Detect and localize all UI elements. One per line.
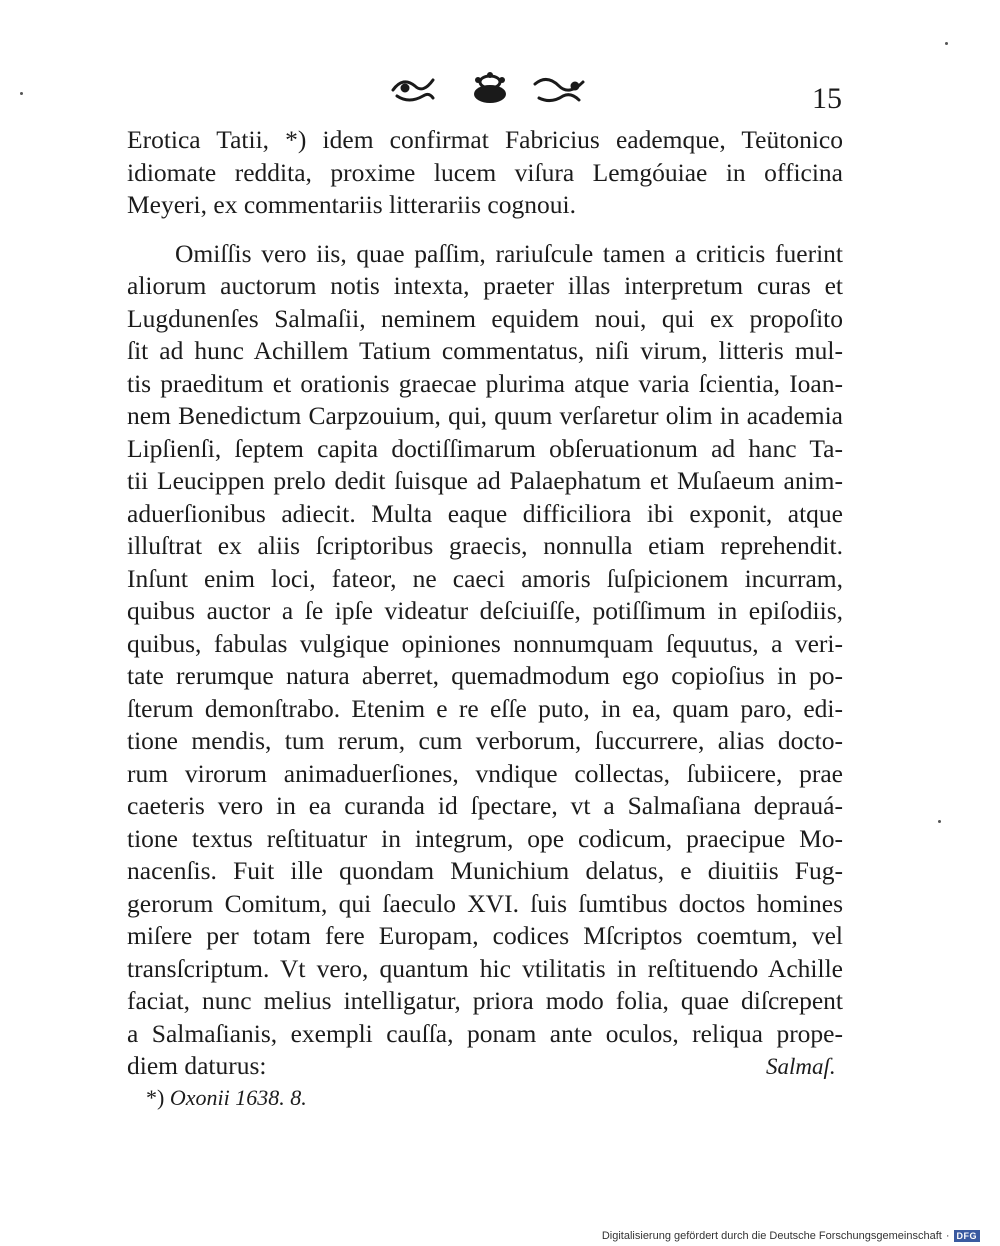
paper-speck [945, 42, 948, 45]
text-line: gerorum Comitum, qui ſaeculo XVI. ſuis ſumtibus doctos homines [127, 888, 843, 918]
text-line: miſere per totam fere Europam, codices Mſcriptos coemtum, vel [127, 921, 843, 950]
text-line: Omiſſis vero iis, quae paſſim, rariuſcule tamen a criticis fuerint [175, 238, 843, 268]
text-line: rum virorum animaduerſiones, vndique collectas, ſubiicere, prae [127, 758, 843, 788]
digitization-credit: Digitalisierung gefördert durch die Deutsche Forschungsgemeinschaft · DFG [602, 1230, 980, 1242]
catchword: Salmaſ. [766, 1054, 836, 1079]
text-line: aliorum auctorum notis intexta, praeter illas interpretum curas et [127, 271, 843, 300]
ornament-headpiece [385, 70, 595, 110]
body-text [127, 124, 843, 1083]
text-line: quibus, fabulas vulgique opiniones nonnumquam ſequutus, a veri- [127, 628, 843, 658]
text-line: Inſunt enim loci, fateor, ne caeci amoris ſuſpicionem incurram, [127, 563, 843, 593]
text-line: tii Leucippen prelo dedit ſuisque ad Palaephatum et Muſaeum anim- [127, 466, 843, 495]
text-line: Lugdunenſes Salmaſii, neminem equidem noui, qui ex propoſito [127, 303, 843, 333]
credit-text: Digitalisierung gefördert durch die Deutsche Forschungsgemeinschaft [601, 1230, 942, 1242]
paper-speck [20, 92, 23, 95]
text-line: Meyeri, ex commentariis litterariis cognoui. [127, 190, 576, 219]
text-line: caeteris vero in ea curanda id ſpectare, vt a Salmaſiana deprauá- [127, 791, 843, 820]
text-line: idiomate reddita, proxime lucem viſura Lemgóuiae in officina [127, 157, 843, 187]
text-line: tione textus reſtituatur in integrum, ope codicum, praecipue Mo- [127, 823, 843, 853]
footnote-marker: *) [146, 1085, 165, 1110]
page-number: 15 [812, 82, 842, 115]
text-line: ſit ad hunc Achillem Tatium commentatus, niſi virum, litteris mul- [127, 336, 843, 365]
dfg-logo: DFG [954, 1230, 981, 1242]
text-line: transſcriptum. Vt vero, quantum hic vtilitatis in reſtituendo Achille [127, 953, 843, 983]
paper-speck [938, 820, 941, 823]
footnote [146, 1085, 307, 1111]
text-line: ſterum demonſtrabo. Etenim e re eſſe puto, in ea, quam paro, edi- [127, 693, 843, 723]
text-line: Erotica Tatii, *) idem confirmat Fabricius eademque, Teütonico [127, 125, 843, 154]
text-line: tione mendis, tum rerum, cum verborum, ſuccurrere, alias docto- [127, 726, 843, 755]
text-line: aduerſionibus adiecit. Multa eaque difficiliora ibi exponit, atque [127, 498, 843, 528]
footnote-text: Oxonii 1638. 8. [169, 1085, 307, 1110]
text-line: tis praeditum et orationis graecae plurima atque varia ſcientia, Ioan- [127, 368, 843, 398]
text-line: a Salmaſianis, exempli cauſſa, ponam ante oculos, reliqua prope- [127, 1018, 843, 1048]
text-line: illuſtrat ex aliis ſcriptoribus graecis, nonnulla etiam reprehendit. [127, 531, 843, 560]
text-line: quibus auctor a ſe ipſe videatur deſciuiſſe, potiſſimum in epiſodiis, [127, 596, 843, 625]
text-line: faciat, nunc melius intelligatur, priora modo folia, quae diſcrepent [127, 986, 843, 1015]
text-line: diem daturus: [127, 1051, 267, 1080]
text-line: nem Benedictum Carpzouium, qui, quum verſaretur olim in academia [127, 401, 843, 430]
text-line: nacenſis. Fuit ille quondam Munichium delatus, e diuitiis Fug- [127, 856, 843, 885]
text-line: Lipſienſi, ſeptem capita doctiſſimarum obſeruationum ad hanc Ta- [127, 433, 843, 463]
text-line: tate rerumque natura aberret, quemadmodum ego copioſius in po- [127, 661, 843, 690]
